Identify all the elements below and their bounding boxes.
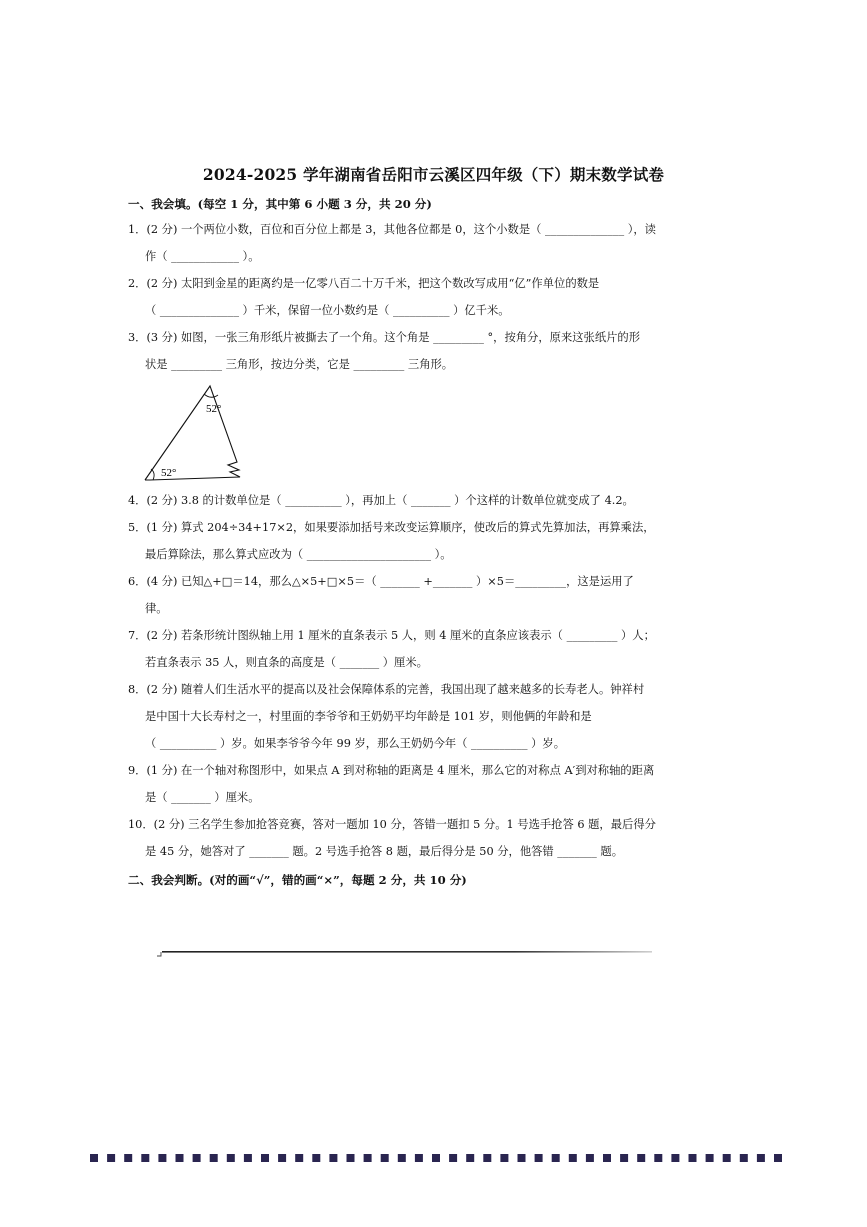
footer-square [193,1154,201,1162]
footer-square [329,1154,337,1162]
footer-square [364,1154,372,1162]
question-10 [128,811,688,865]
footer-square [637,1154,645,1162]
question-5 [128,514,688,568]
question-3 [128,324,688,378]
question-2 [128,270,688,324]
question-line: 作（ ____________ ）。 [145,250,260,263]
question-7 [128,622,688,676]
question-line: （ ______________ ）千米，保留一位小数约是（ __________ ）亿千米。 [145,304,510,317]
question-line: 4．(2 分) 3.8 的计数单位是（ __________ ），再加上（ _______ ）个这样的计数单位就变成了 4.2。 [128,494,634,507]
question-line: 状是 _________ 三角形，按边分类，它是 _________ 三角形。 [145,358,454,371]
question-line: 8．(2 分) 随着人们生活水平的提高以及社会保障体系的完善，我国出现了越来越多的长寿老人。钟祥村 [128,683,645,696]
footer-square [227,1154,235,1162]
footer-square [620,1154,628,1162]
torn-triangle-figure [140,378,250,484]
footer-square [466,1154,474,1162]
footer-square [603,1154,611,1162]
footer-square [295,1154,303,1162]
footer-square [312,1154,320,1162]
footer-square [569,1154,577,1162]
question-4 [128,487,688,514]
question-line: 律。 [145,602,168,615]
question-line: 最后算除法，那么算式应改为（ ______________________ ）。 [145,548,452,561]
footer-square [347,1154,355,1162]
question-line: 3．(3 分) 如图，一张三角形纸片被撕去了一个角。这个角是 _________ °，按角分，原来这张纸片的形 [128,331,641,344]
footer-square [740,1154,748,1162]
footer-square [586,1154,594,1162]
question-line: 是 45 分，她答对了 _______ 题。2 号选手抢答 8 题，最后得分是 50 分，他答错 _______ 题。 [145,845,624,858]
section-heading-fill: 一、我会填。(每空 1 分，其中第 6 小题 3 分，共 20 分) [128,197,432,211]
footer-square [535,1154,543,1162]
footer-square [774,1154,782,1162]
footer-square [244,1154,252,1162]
section-heading-judge: 二、我会判断。(对的画“√”，错的画“×”，每题 2 分，共 10 分) [128,873,467,887]
footer-square [381,1154,389,1162]
question-line: 1．(2 分) 一个两位小数，百位和百分位上都是 3，其他各位都是 0，这个小数是（ ______________ ），读 [128,223,656,236]
footer-square [90,1154,98,1162]
footer-square [723,1154,731,1162]
footer-square [706,1154,714,1162]
angle-label-top: 52° [206,403,222,415]
footer-square [158,1154,166,1162]
footer-square [210,1154,218,1162]
question-line: 6．(4 分) 已知△+□＝14，那么△×5+□×5＝（ _______ +_______ ）×5＝_________，这是运用了 [128,575,634,588]
question-8 [128,676,688,757]
footer-square [141,1154,149,1162]
question-line: 若直条表示 35 人，则直条的高度是（ _______ ）厘米。 [145,656,428,669]
section-divider [156,946,656,960]
footer-square-border [90,1152,790,1164]
question-line: 是（ _______ ）厘米。 [145,791,260,804]
question-6 [128,568,688,622]
question-line: 7．(2 分) 若条形统计图纵轴上用 1 厘米的直条表示 5 人，则 4 厘米的直条应该表示（ _________ ）人； [128,629,655,642]
footer-square [671,1154,679,1162]
question-line: 9．(1 分) 在一个轴对称图形中，如果点 A 到对称轴的距离是 4 厘米，那么它的对称点 A′到对称轴的距离 [128,764,655,777]
question-line: （ __________ ）岁。如果李爷爷今年 99 岁，那么王奶奶今年（ __________ ）岁。 [145,737,566,750]
footer-square [124,1154,132,1162]
question-1 [128,216,688,270]
question-line: 2．(2 分) 太阳到金星的距离约是一亿零八百二十万千米，把这个数改写成用“亿”作单位的数是 [128,277,600,290]
angle-label-bottom: 52° [161,467,177,479]
footer-square [278,1154,286,1162]
footer-square [654,1154,662,1162]
footer-square [757,1154,765,1162]
footer-square [432,1154,440,1162]
question-9 [128,757,688,811]
footer-square [483,1154,491,1162]
question-line: 5．(1 分) 算式 204÷34+17×2，如果要添加括号来改变运算顺序，使改后的算式先算加法，再算乘法， [128,521,655,534]
question-line: 10．(2 分) 三名学生参加抢答竞赛，答对一题加 10 分，答错一题扣 5 分。1 号选手抢答 6 题，最后得分 [128,818,656,831]
footer-square [398,1154,406,1162]
footer-square [415,1154,423,1162]
footer-square [176,1154,184,1162]
footer-square [500,1154,508,1162]
footer-square [689,1154,697,1162]
page-title: 2024-2025 学年湖南省岳阳市云溪区四年级（下）期末数学试卷 [202,165,665,184]
question-line: 是中国十大长寿村之一，村里面的李爷爷和王奶奶平均年龄是 101 岁，则他俩的年龄和是 [145,710,592,723]
footer-square [261,1154,269,1162]
footer-square [552,1154,560,1162]
footer-square [518,1154,526,1162]
footer-square [449,1154,457,1162]
footer-square [107,1154,115,1162]
